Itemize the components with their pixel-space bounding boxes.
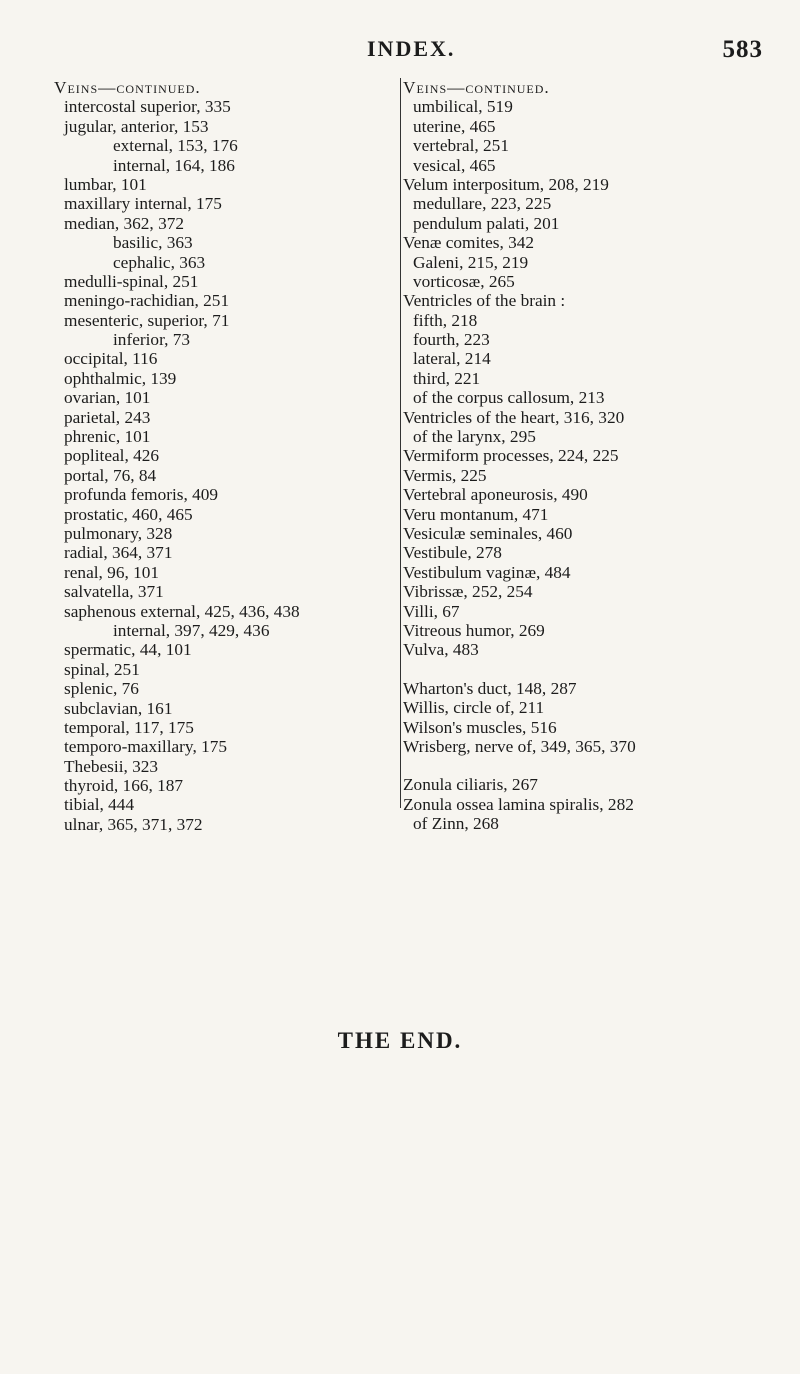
- index-entry: pulmonary, 328: [64, 523, 173, 543]
- page-number: 583: [722, 36, 763, 63]
- index-entry: Zonula ossea lamina spiralis, 282: [403, 794, 634, 814]
- index-entry: jugular, anterior, 153: [64, 116, 209, 136]
- index-entry: Vitreous humor, 269: [403, 620, 545, 640]
- running-title: INDEX.: [367, 36, 456, 61]
- index-gap: [403, 756, 783, 775]
- index-entry: Vestibule, 278: [403, 543, 502, 563]
- index-entry: Velum interpositum, 208, 219: [403, 174, 609, 194]
- index-entry: ophthalmic, 139: [64, 368, 177, 388]
- index-entry: temporal, 117, 175: [64, 717, 194, 737]
- index-entry: spermatic, 44, 101: [64, 640, 192, 660]
- index-entry: fifth, 218: [413, 310, 478, 330]
- index-entry: Ventricles of the heart, 316, 320: [403, 407, 625, 427]
- index-entry: salvatella, 371: [64, 582, 164, 602]
- index-entry: umbilical, 519: [413, 97, 513, 117]
- index-entry: Vibrissæ, 252, 254: [403, 582, 533, 602]
- index-heading: Veins—continued.: [54, 78, 201, 97]
- index-entry: Vermis, 225: [403, 465, 487, 485]
- index-entry: Thebesii, 323: [64, 756, 159, 776]
- index-entry: Vertebral aponeurosis, 490: [403, 485, 588, 505]
- index-entry: lumbar, 101: [64, 174, 147, 194]
- index-entry: radial, 364, 371: [64, 543, 173, 563]
- index-entry: Wrisberg, nerve of, 349, 365, 370: [403, 736, 636, 756]
- index-entry: Ventricles of the brain :: [403, 291, 566, 311]
- index-entry: mesenteric, superior, 71: [64, 310, 230, 330]
- index-entry: temporo-maxillary, 175: [64, 737, 228, 757]
- index-entry: internal, 164, 186: [113, 155, 235, 175]
- index-heading: Veins—continued.: [403, 78, 550, 97]
- index-entry: ulnar, 365, 371, 372: [64, 814, 203, 834]
- index-column-right: [400, 78, 783, 834]
- index-entry: ovarian, 101: [64, 388, 151, 408]
- index-entry: tibial, 444: [64, 795, 135, 815]
- index-column-left: [54, 78, 394, 834]
- index-entry: Villi, 67: [403, 601, 460, 621]
- index-entry: lateral, 214: [413, 349, 491, 369]
- index-entry: Venæ comites, 342: [403, 233, 535, 253]
- index-entry: thyroid, 166, 187: [64, 776, 184, 796]
- index-entry: vesical, 465: [413, 155, 496, 175]
- index-entry: internal, 397, 429, 436: [113, 620, 270, 640]
- index-entry: intercostal superior, 335: [64, 97, 231, 117]
- index-entry: medulli-spinal, 251: [64, 271, 199, 291]
- index-entry: splenic, 76: [64, 679, 139, 699]
- index-entry: fourth, 223: [413, 330, 490, 350]
- index-entry: phrenic, 101: [64, 427, 151, 447]
- index-entry: Vulva, 483: [403, 640, 479, 660]
- index-entry: Galeni, 215, 219: [413, 252, 529, 272]
- index-entry: Veru montanum, 471: [403, 504, 549, 524]
- index-entry: inferior, 73: [113, 330, 191, 350]
- index-entry: Vestibulum vaginæ, 484: [403, 562, 571, 582]
- index-entry: saphenous external, 425, 436, 438: [64, 601, 300, 621]
- index-entry: profunda femoris, 409: [64, 485, 219, 505]
- index-entry: Willis, circle of, 211: [403, 698, 545, 718]
- index-entry: pendulum palati, 201: [413, 213, 560, 233]
- index-entry: renal, 96, 101: [64, 562, 160, 582]
- index-entry: popliteal, 426: [64, 446, 160, 466]
- index-entry: median, 362, 372: [64, 213, 184, 233]
- index-entry: Zonula ciliaris, 267: [403, 775, 538, 795]
- index-entry: Vesiculæ seminales, 460: [403, 523, 573, 543]
- page-header: [0, 36, 800, 70]
- index-entry: Wharton's duct, 148, 287: [403, 678, 577, 698]
- index-entry: third, 221: [413, 368, 481, 388]
- index-entry: of the larynx, 295: [413, 427, 536, 447]
- index-entry: Vermiform processes, 224, 225: [403, 446, 619, 466]
- index-entry: spinal, 251: [64, 659, 140, 679]
- index-entry: portal, 76, 84: [64, 465, 157, 485]
- index-entry: parietal, 243: [64, 407, 151, 427]
- index-entry: cephalic, 363: [113, 252, 206, 272]
- index-entry: maxillary internal, 175: [64, 194, 222, 214]
- index-entry: subclavian, 161: [64, 698, 173, 718]
- index-entry: meningo-rachidian, 251: [64, 291, 230, 311]
- index-entry: vorticosæ, 265: [413, 271, 515, 291]
- index-entry: uterine, 465: [413, 116, 496, 136]
- index-entry: of Zinn, 268: [413, 814, 499, 834]
- index-entry: external, 153, 176: [113, 136, 238, 156]
- index-entry: Wilson's muscles, 516: [403, 717, 557, 737]
- index-entry: of the corpus callosum, 213: [413, 388, 605, 408]
- index-gap: [403, 660, 783, 679]
- index-entry: basilic, 363: [113, 233, 193, 253]
- index-entry: medullare, 223, 225: [413, 194, 552, 214]
- the-end-text: THE END.: [337, 1028, 463, 1053]
- index-entry: prostatic, 460, 465: [64, 504, 193, 524]
- index-entry: vertebral, 251: [413, 136, 509, 156]
- index-entry: occipital, 116: [64, 349, 158, 369]
